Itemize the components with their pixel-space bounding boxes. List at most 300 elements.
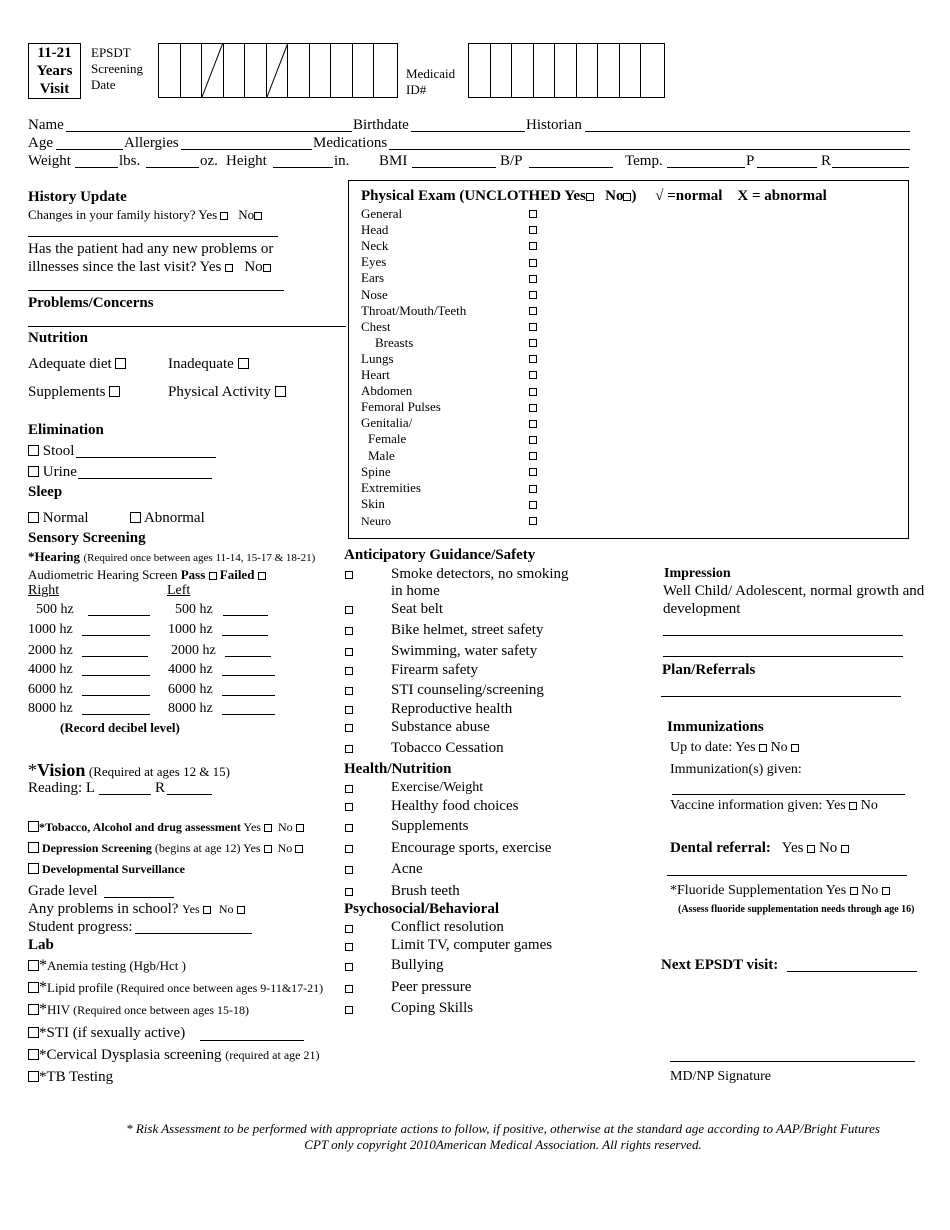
dental-label: Dental referral: (670, 840, 771, 856)
exam-item-general: General (361, 206, 403, 221)
urine-option[interactable] (28, 464, 77, 481)
exam-checkbox[interactable] (529, 339, 537, 347)
health-teeth: Brush teeth (391, 883, 460, 899)
nutrition-title: Nutrition (28, 330, 88, 346)
psych-coping: Coping Skills (391, 1000, 474, 1016)
psych-checkbox[interactable] (345, 1006, 353, 1014)
tobacco-no-checkbox[interactable] (296, 824, 304, 832)
guidance-firearm: Firearm safety (391, 662, 479, 678)
vision-label: Vision (37, 760, 86, 780)
school-row (28, 901, 245, 918)
exam-checkbox[interactable] (529, 371, 537, 379)
exam-item-head: Head (361, 222, 389, 237)
guidance-tobacco: Tobacco Cessation (391, 740, 504, 756)
date-cell[interactable] (331, 44, 353, 97)
family-no-label: No (238, 207, 255, 222)
exam-item-ears: Ears (361, 270, 385, 285)
failed-label: Failed (219, 567, 255, 582)
bmi-field[interactable] (412, 167, 496, 168)
history-title: History Update (28, 189, 127, 205)
exam-checkbox[interactable] (529, 388, 537, 396)
new-problems-question (28, 259, 271, 276)
guidance-reproductive: Reproductive health (391, 701, 513, 717)
physical-exam-title: Physical Exam (UNCLOTHED Yes (361, 188, 586, 204)
vis-yes-checkbox[interactable] (849, 802, 857, 810)
inadequate-checkbox[interactable] (238, 358, 249, 369)
psych-peer: Peer pressure (391, 979, 472, 995)
hearing-label: *Hearing (28, 549, 80, 564)
stool-field[interactable] (76, 457, 216, 458)
date-cell[interactable] (181, 44, 203, 97)
guidance-checkbox[interactable] (345, 745, 353, 753)
supplements-label: Supplements (28, 384, 106, 400)
sti-row[interactable]: *STI (if sexually active) (28, 1025, 185, 1042)
guidance-checkbox[interactable] (345, 724, 353, 732)
health-nutrition-title: Health/Nutrition (344, 761, 452, 777)
historian-field[interactable] (585, 131, 910, 132)
exam-checkbox[interactable] (529, 275, 537, 283)
vis-row (670, 798, 878, 814)
date-cell[interactable] (159, 44, 181, 97)
lipid-checkbox[interactable] (28, 982, 39, 993)
depression-no-label: No (277, 841, 293, 855)
developmental-checkbox[interactable] (28, 863, 39, 874)
depression-row[interactable] (28, 841, 303, 856)
inadequate-label: Inadequate (168, 356, 234, 372)
exam-checkbox[interactable] (529, 501, 537, 509)
fluoride-row (670, 883, 890, 899)
vis-no-label: No (860, 798, 878, 813)
right-ear-header: Right (28, 583, 60, 598)
date-cell[interactable] (310, 44, 332, 97)
uptodate-no-checkbox[interactable] (791, 744, 799, 752)
right-6000-field[interactable] (82, 695, 150, 696)
left-1000-field[interactable] (222, 635, 268, 636)
guidance-seatbelt: Seat belt (391, 601, 444, 617)
urine-checkbox[interactable] (28, 466, 39, 477)
date-cell[interactable] (288, 44, 310, 97)
plan-line[interactable] (661, 696, 901, 697)
family-no-checkbox[interactable] (254, 212, 262, 220)
depression-checkbox[interactable] (28, 842, 39, 853)
impression-title: Impression (664, 566, 731, 581)
name-label: Name (28, 117, 64, 133)
age-field[interactable] (56, 149, 123, 150)
guidance-checkbox[interactable] (345, 627, 353, 635)
sleep-abnormal-label: Abnormal (143, 510, 205, 526)
historian-label: Historian (526, 117, 582, 133)
impression-line-1[interactable] (663, 635, 903, 636)
anemia-row[interactable]: *Anemia testing (Hgb/Hct ) (28, 957, 186, 975)
tb-label: TB Testing (46, 1069, 114, 1085)
exam-item-neck: Neck (361, 238, 389, 253)
weight-label: Weight (28, 153, 71, 169)
adequate-diet-option[interactable] (28, 356, 126, 373)
school-label: Any problems in school? (28, 901, 179, 917)
medicaid-cell[interactable] (598, 44, 620, 97)
physical-exam-box (348, 180, 909, 539)
guidance-checkbox[interactable] (345, 648, 353, 656)
exam-checkbox[interactable] (529, 517, 537, 525)
hiv-row[interactable]: *HIV (Required once between ages 15-18) (28, 1001, 249, 1019)
pulse-label: P (746, 153, 755, 169)
reading-right-field[interactable] (167, 794, 212, 795)
exam-checkbox[interactable] (529, 226, 537, 234)
health-exercise: Exercise/Weight (391, 780, 484, 795)
fluoride-yes-checkbox[interactable] (850, 887, 858, 895)
medicaid-cell[interactable] (620, 44, 642, 97)
unclothed-yes-checkbox[interactable] (586, 193, 594, 201)
supplements-checkbox[interactable] (109, 386, 120, 397)
audiometric-label: Audiometric Hearing Screen (28, 567, 178, 582)
left-freq-6000: 6000 hz (168, 682, 213, 697)
signature-label: MD/NP Signature (670, 1069, 771, 1084)
cervical-label: Cervical Dysplasia screening (46, 1047, 222, 1063)
cervical-note: (required at age 21) (225, 1048, 320, 1062)
left-2000-field[interactable] (225, 656, 271, 657)
developmental-row[interactable] (28, 862, 185, 877)
fluoride-note: (Assess fluoride supplementation needs through age 16) (678, 904, 915, 915)
right-4000-field[interactable] (82, 675, 150, 676)
pulse-field[interactable] (757, 167, 817, 168)
school-yes-checkbox[interactable] (203, 906, 211, 914)
health-acne: Acne (391, 861, 423, 877)
medications-field[interactable] (389, 149, 910, 150)
fluoride-no-label: No (861, 883, 879, 898)
family-history-text: Changes in your family history? Yes (28, 207, 218, 222)
depression-note: (begins at age 12) (154, 841, 241, 855)
psych-checkbox[interactable] (345, 963, 353, 971)
dental-yes-checkbox[interactable] (807, 845, 815, 853)
physical-exam-header: Physical Exam (UNCLOTHED Yes No ) √ =normal X = abnormal (361, 188, 827, 204)
exam-checkbox[interactable] (529, 485, 537, 493)
date-cell[interactable] (224, 44, 246, 97)
tobacco-no-label: No (277, 820, 293, 834)
exam-item-lungs: Lungs (361, 351, 394, 366)
exam-checkbox[interactable] (529, 452, 537, 460)
exam-item-abdomen: Abdomen (361, 383, 413, 398)
exam-item-chest: Chest (361, 319, 391, 334)
right-2000-field[interactable] (82, 656, 148, 657)
depression-yes-label: Yes (243, 841, 261, 855)
health-checkbox[interactable] (345, 824, 353, 832)
psych-conflict: Conflict resolution (391, 919, 504, 935)
exam-item-neuro: Neuro (361, 514, 391, 528)
medicaid-cell[interactable] (469, 44, 491, 97)
footer-note-1: * Risk Assessment to be performed with appropriate actions to follow, if positive, otherwise at the standard age according to AAP/Bright Futures (126, 1121, 880, 1136)
medicaid-cell[interactable] (641, 44, 663, 97)
activity-label: Physical Activity (168, 384, 271, 400)
guidance-sti: STI counseling/screening (391, 682, 544, 698)
hiv-label: HIV (47, 1002, 70, 1017)
lbs-label: lbs. (119, 153, 141, 169)
health-checkbox[interactable] (345, 803, 353, 811)
health-checkbox[interactable] (345, 888, 353, 896)
lab-title: Lab (28, 937, 54, 953)
family-history-line[interactable] (28, 236, 278, 237)
medicaid-label-2: ID# (406, 82, 427, 97)
sleep-abnormal-checkbox[interactable] (130, 512, 141, 523)
exam-checkbox[interactable] (529, 355, 537, 363)
abnormal-legend: X = abnormal (737, 188, 827, 204)
exam-item-skin: Skin (361, 496, 385, 511)
temp-field[interactable] (667, 167, 745, 168)
adequate-diet-checkbox[interactable] (115, 358, 126, 369)
reading-left-field[interactable] (99, 794, 151, 795)
sti-label: STI (if sexually active) (46, 1025, 186, 1041)
right-500-field[interactable] (88, 615, 150, 616)
screening-date-field[interactable] (158, 43, 398, 98)
temp-label: Temp. (625, 153, 663, 169)
medicaid-cell[interactable] (577, 44, 599, 97)
exam-item-extremities: Extremities (361, 480, 421, 495)
pass-label: Pass (180, 567, 206, 582)
left-freq-1000: 1000 hz (168, 622, 213, 637)
visit-line-3: Visit (39, 81, 70, 97)
guidance-bike: Bike helmet, street safety (391, 622, 544, 638)
exam-checkbox[interactable] (529, 210, 537, 218)
problems-no-label: No (244, 259, 263, 275)
stool-option[interactable] (28, 443, 74, 460)
guidance-checkbox[interactable] (345, 606, 353, 614)
activity-checkbox[interactable] (275, 386, 286, 397)
stool-checkbox[interactable] (28, 445, 39, 456)
psychosocial-title: Psychosocial/Behavioral (344, 901, 499, 917)
medicaid-cell[interactable] (512, 44, 534, 97)
urine-field[interactable] (78, 478, 212, 479)
left-freq-500: 500 hz (175, 602, 213, 617)
pass-checkbox[interactable] (209, 572, 217, 580)
tobacco-assessment-row[interactable] (28, 820, 304, 835)
guidance-checkbox[interactable] (345, 687, 353, 695)
unclothed-no-label: No (605, 188, 624, 204)
immunization-given-line[interactable] (672, 794, 905, 795)
guidance-smoke-l2: in home (391, 583, 440, 599)
new-problems-l2: illnesses since the last visit? Yes (28, 259, 222, 275)
psych-checkbox[interactable] (345, 925, 353, 933)
right-freq-500: 500 hz (36, 602, 74, 617)
hearing-row (28, 549, 315, 566)
footer-note-2: CPT only copyright 2010American Medical Association. All rights reserved. (304, 1137, 702, 1152)
exam-checkbox[interactable] (529, 291, 537, 299)
left-freq-2000: 2000 hz (171, 643, 216, 658)
tobacco-label: *Tobacco, Alcohol and drug assessment (39, 820, 241, 834)
dental-no-checkbox[interactable] (841, 845, 849, 853)
date-cell[interactable] (245, 44, 267, 97)
exam-checkbox[interactable] (529, 420, 537, 428)
exam-checkbox[interactable] (529, 436, 537, 444)
depression-label: Depression Screening (42, 841, 152, 855)
weight-oz-field[interactable] (146, 167, 199, 168)
guidance-title: Anticipatory Guidance/Safety (344, 547, 536, 563)
vision-row (28, 760, 230, 781)
tb-checkbox[interactable] (28, 1071, 39, 1082)
date-cell[interactable] (374, 44, 396, 97)
exam-item-female: Female (368, 431, 407, 446)
exam-item-male: Male (368, 448, 395, 463)
sleep-normal-label: Normal (42, 510, 89, 526)
birthdate-field[interactable] (411, 131, 525, 132)
left-500-field[interactable] (223, 615, 268, 616)
immunization-given-label: Immunization(s) given: (670, 762, 802, 777)
family-history-question (28, 207, 262, 223)
sleep-abnormal-option[interactable] (130, 510, 205, 527)
epsdt-label-1: EPSDT (91, 45, 131, 60)
uptodate-yes-checkbox[interactable] (759, 744, 767, 752)
exam-item-heart: Heart (361, 367, 390, 382)
resp-field[interactable] (832, 167, 909, 168)
in-label: in. (334, 153, 350, 169)
health-checkbox[interactable] (345, 785, 353, 793)
normal-legend: √ =normal (655, 188, 723, 204)
right-freq-4000: 4000 hz (28, 662, 73, 677)
school-no-checkbox[interactable] (237, 906, 245, 914)
lipid-row[interactable]: *Lipid profile (Required once between ages 9-11&17-21) (28, 979, 323, 997)
supplements-option[interactable] (28, 384, 120, 401)
exam-item-genitalia: Genitalia/ (361, 415, 413, 430)
school-no-label: No (218, 902, 234, 916)
cervical-row[interactable]: *Cervical Dysplasia screening (required at age 21) (28, 1047, 320, 1064)
guidance-checkbox[interactable] (345, 706, 353, 714)
vision-note: (Required at ages 12 & 15) (88, 764, 231, 779)
oz-label: oz. (200, 153, 218, 169)
hearing-note: (Required once between ages 11-14, 15-17 & 18-21) (83, 552, 316, 564)
exam-checkbox[interactable] (529, 259, 537, 267)
elimination-title: Elimination (28, 422, 104, 438)
sleep-normal-checkbox[interactable] (28, 512, 39, 523)
medicaid-id-field[interactable] (468, 43, 665, 98)
psych-checkbox[interactable] (345, 985, 353, 993)
audiometric-row (28, 567, 266, 583)
weight-lbs-field[interactable] (75, 167, 118, 168)
bp-field[interactable] (529, 167, 613, 168)
exam-checkbox[interactable] (529, 242, 537, 250)
problems-no-checkbox[interactable] (263, 264, 271, 272)
tobacco-checkbox[interactable] (28, 821, 39, 832)
cervical-checkbox[interactable] (28, 1049, 39, 1060)
hiv-checkbox[interactable] (28, 1004, 39, 1015)
adequate-diet-label: Adequate diet (28, 356, 112, 372)
sti-field[interactable] (200, 1040, 304, 1041)
concerns-title: Problems/Concerns (28, 295, 154, 311)
exam-checkbox[interactable] (529, 323, 537, 331)
hiv-note: (Required once between ages 15-18) (73, 1003, 250, 1017)
exam-checkbox[interactable] (529, 468, 537, 476)
guidance-swimming: Swimming, water safety (391, 643, 538, 659)
age-label: Age (28, 135, 53, 151)
right-1000-field[interactable] (82, 635, 150, 636)
resp-label: R (821, 153, 832, 169)
anemia-checkbox[interactable] (28, 960, 39, 971)
tb-row[interactable]: *TB Testing (28, 1069, 113, 1086)
dental-yes-label: Yes (781, 840, 804, 856)
left-6000-field[interactable] (222, 695, 275, 696)
medicaid-cell[interactable] (534, 44, 556, 97)
reading-right-label: R (155, 780, 166, 796)
exam-checkbox[interactable] (529, 404, 537, 412)
sensory-title: Sensory Screening (28, 530, 146, 546)
new-problems-l1: Has the patient had any new problems or (28, 241, 274, 257)
medicaid-cell[interactable] (491, 44, 513, 97)
immunizations-title: Immunizations (667, 719, 764, 735)
allergies-field[interactable] (181, 149, 312, 150)
sleep-normal-option[interactable] (28, 510, 89, 527)
activity-option[interactable] (168, 384, 286, 401)
dental-line[interactable] (667, 875, 907, 876)
right-freq-1000: 1000 hz (28, 622, 73, 637)
visit-line-1: 11-21 (37, 45, 72, 61)
right-8000-field[interactable] (82, 714, 150, 715)
psych-bullying: Bullying (391, 957, 444, 973)
progress-field[interactable] (135, 933, 252, 934)
exam-checkbox[interactable] (529, 307, 537, 315)
dental-no-label: No (818, 840, 838, 856)
guidance-checkbox[interactable] (345, 571, 353, 579)
record-decibel-note: (Record decibel level) (60, 720, 180, 735)
date-cell[interactable] (353, 44, 375, 97)
problems-yes-checkbox[interactable] (225, 264, 233, 272)
dental-row (670, 840, 849, 857)
failed-checkbox[interactable] (258, 572, 266, 580)
right-freq-2000: 2000 hz (28, 643, 73, 658)
next-visit-label: Next EPSDT visit: (661, 957, 779, 973)
allergies-label: Allergies (124, 135, 179, 151)
signature-line[interactable] (670, 1061, 915, 1062)
depression-no-checkbox[interactable] (295, 845, 303, 853)
exam-item-eyes: Eyes (361, 254, 387, 269)
exam-item-nose: Nose (361, 287, 388, 302)
family-yes-checkbox[interactable] (220, 212, 228, 220)
new-problems-line[interactable] (28, 290, 284, 291)
name-field[interactable] (66, 131, 352, 132)
fluoride-no-checkbox[interactable] (882, 887, 890, 895)
next-visit-field[interactable] (787, 971, 917, 972)
right-freq-8000: 8000 hz (28, 701, 73, 716)
sti-checkbox[interactable] (28, 1027, 39, 1038)
uptodate-no-label: No (770, 740, 788, 755)
exam-item-throat: Throat/Mouth/Teeth (361, 303, 467, 318)
medicaid-label-1: Medicaid (406, 66, 456, 81)
inadequate-option[interactable] (168, 356, 249, 373)
left-4000-field[interactable] (222, 675, 275, 676)
guidance-checkbox[interactable] (345, 667, 353, 675)
right-freq-6000: 6000 hz (28, 682, 73, 697)
vision-star: * (28, 760, 37, 780)
tobacco-yes-checkbox[interactable] (264, 824, 272, 832)
left-freq-4000: 4000 hz (168, 662, 213, 677)
guidance-substance: Substance abuse (391, 719, 490, 735)
bp-label: B/P (500, 153, 523, 169)
grade-label: Grade level (28, 883, 98, 899)
impression-line-2[interactable] (663, 656, 903, 657)
grade-field[interactable] (104, 897, 174, 898)
developmental-label: Developmental Surveillance (42, 862, 185, 876)
left-8000-field[interactable] (222, 714, 275, 715)
reading-left-label: Reading: L (28, 780, 96, 796)
left-freq-8000: 8000 hz (168, 701, 213, 716)
medicaid-cell[interactable] (555, 44, 577, 97)
concerns-line[interactable] (28, 326, 346, 327)
stool-label: Stool (42, 443, 75, 459)
medications-label: Medications (313, 135, 388, 151)
bmi-label: BMI (379, 153, 408, 169)
height-field[interactable] (273, 167, 333, 168)
guidance-smoke: Smoke detectors, no smoking (391, 566, 569, 582)
health-checkbox[interactable] (345, 845, 353, 853)
depression-yes-checkbox[interactable] (264, 845, 272, 853)
psych-checkbox[interactable] (345, 943, 353, 951)
health-checkbox[interactable] (345, 866, 353, 874)
